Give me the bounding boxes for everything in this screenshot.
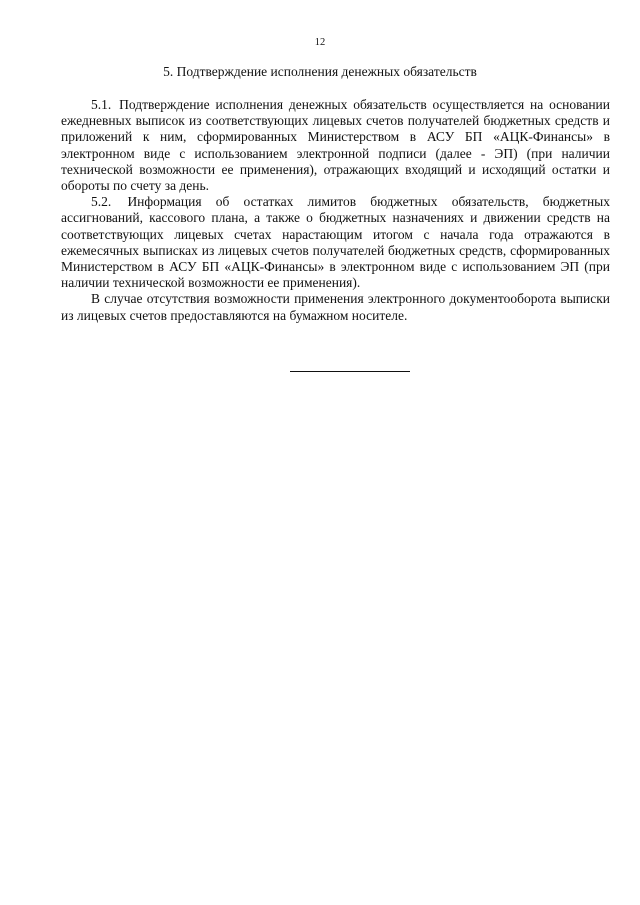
paragraph-5-2 (61, 194, 610, 291)
paragraph-paper-fallback (61, 291, 610, 323)
paragraph-text: Подтверждение исполнения денежных обязательств осуществляется на основании ежедневных выписок из соответствующих лицевых счетов получателей бюджетных средств и приложений к ним, сформированных Министерством в АСУ БП «АЦК-Финансы» в электронном виде с использованием электронной подписи (далее - ЭП) (при наличии технической возможности ее применения), отражающих входящий и исходящий остатки и обороты по счету за день. (61, 97, 611, 194)
paragraph-text: В случае отсутствия возможности применения электронного документооборота выписки из лицевых счетов предоставляются на бумажном носителе. (61, 291, 610, 323)
end-of-section-rule (290, 371, 410, 372)
paragraph-number: 5.1. (91, 97, 112, 112)
section-title: 5. Подтверждение исполнения денежных обязательств (163, 64, 477, 79)
page-number: 12 (314, 37, 326, 48)
section-body (61, 97, 610, 324)
paragraph-5-1 (61, 97, 610, 194)
paragraph-number: 5.2. (91, 194, 112, 210)
paragraph-text: Информация об остатках лимитов бюджетных обязательств, бюджетных ассигнований, кассового плана, а также о бюджетных назначениях и движении средств на соответствующих лицевых счетах нарастающим итогом с начала года отражаются в ежемесячных выписках из лицевых счетов получателей бюджетных средств, сформированных Министерством в АСУ БП «АЦК-Финансы» в электронном виде с использованием ЭП (при наличии технической возможности ее применения). (61, 194, 610, 291)
